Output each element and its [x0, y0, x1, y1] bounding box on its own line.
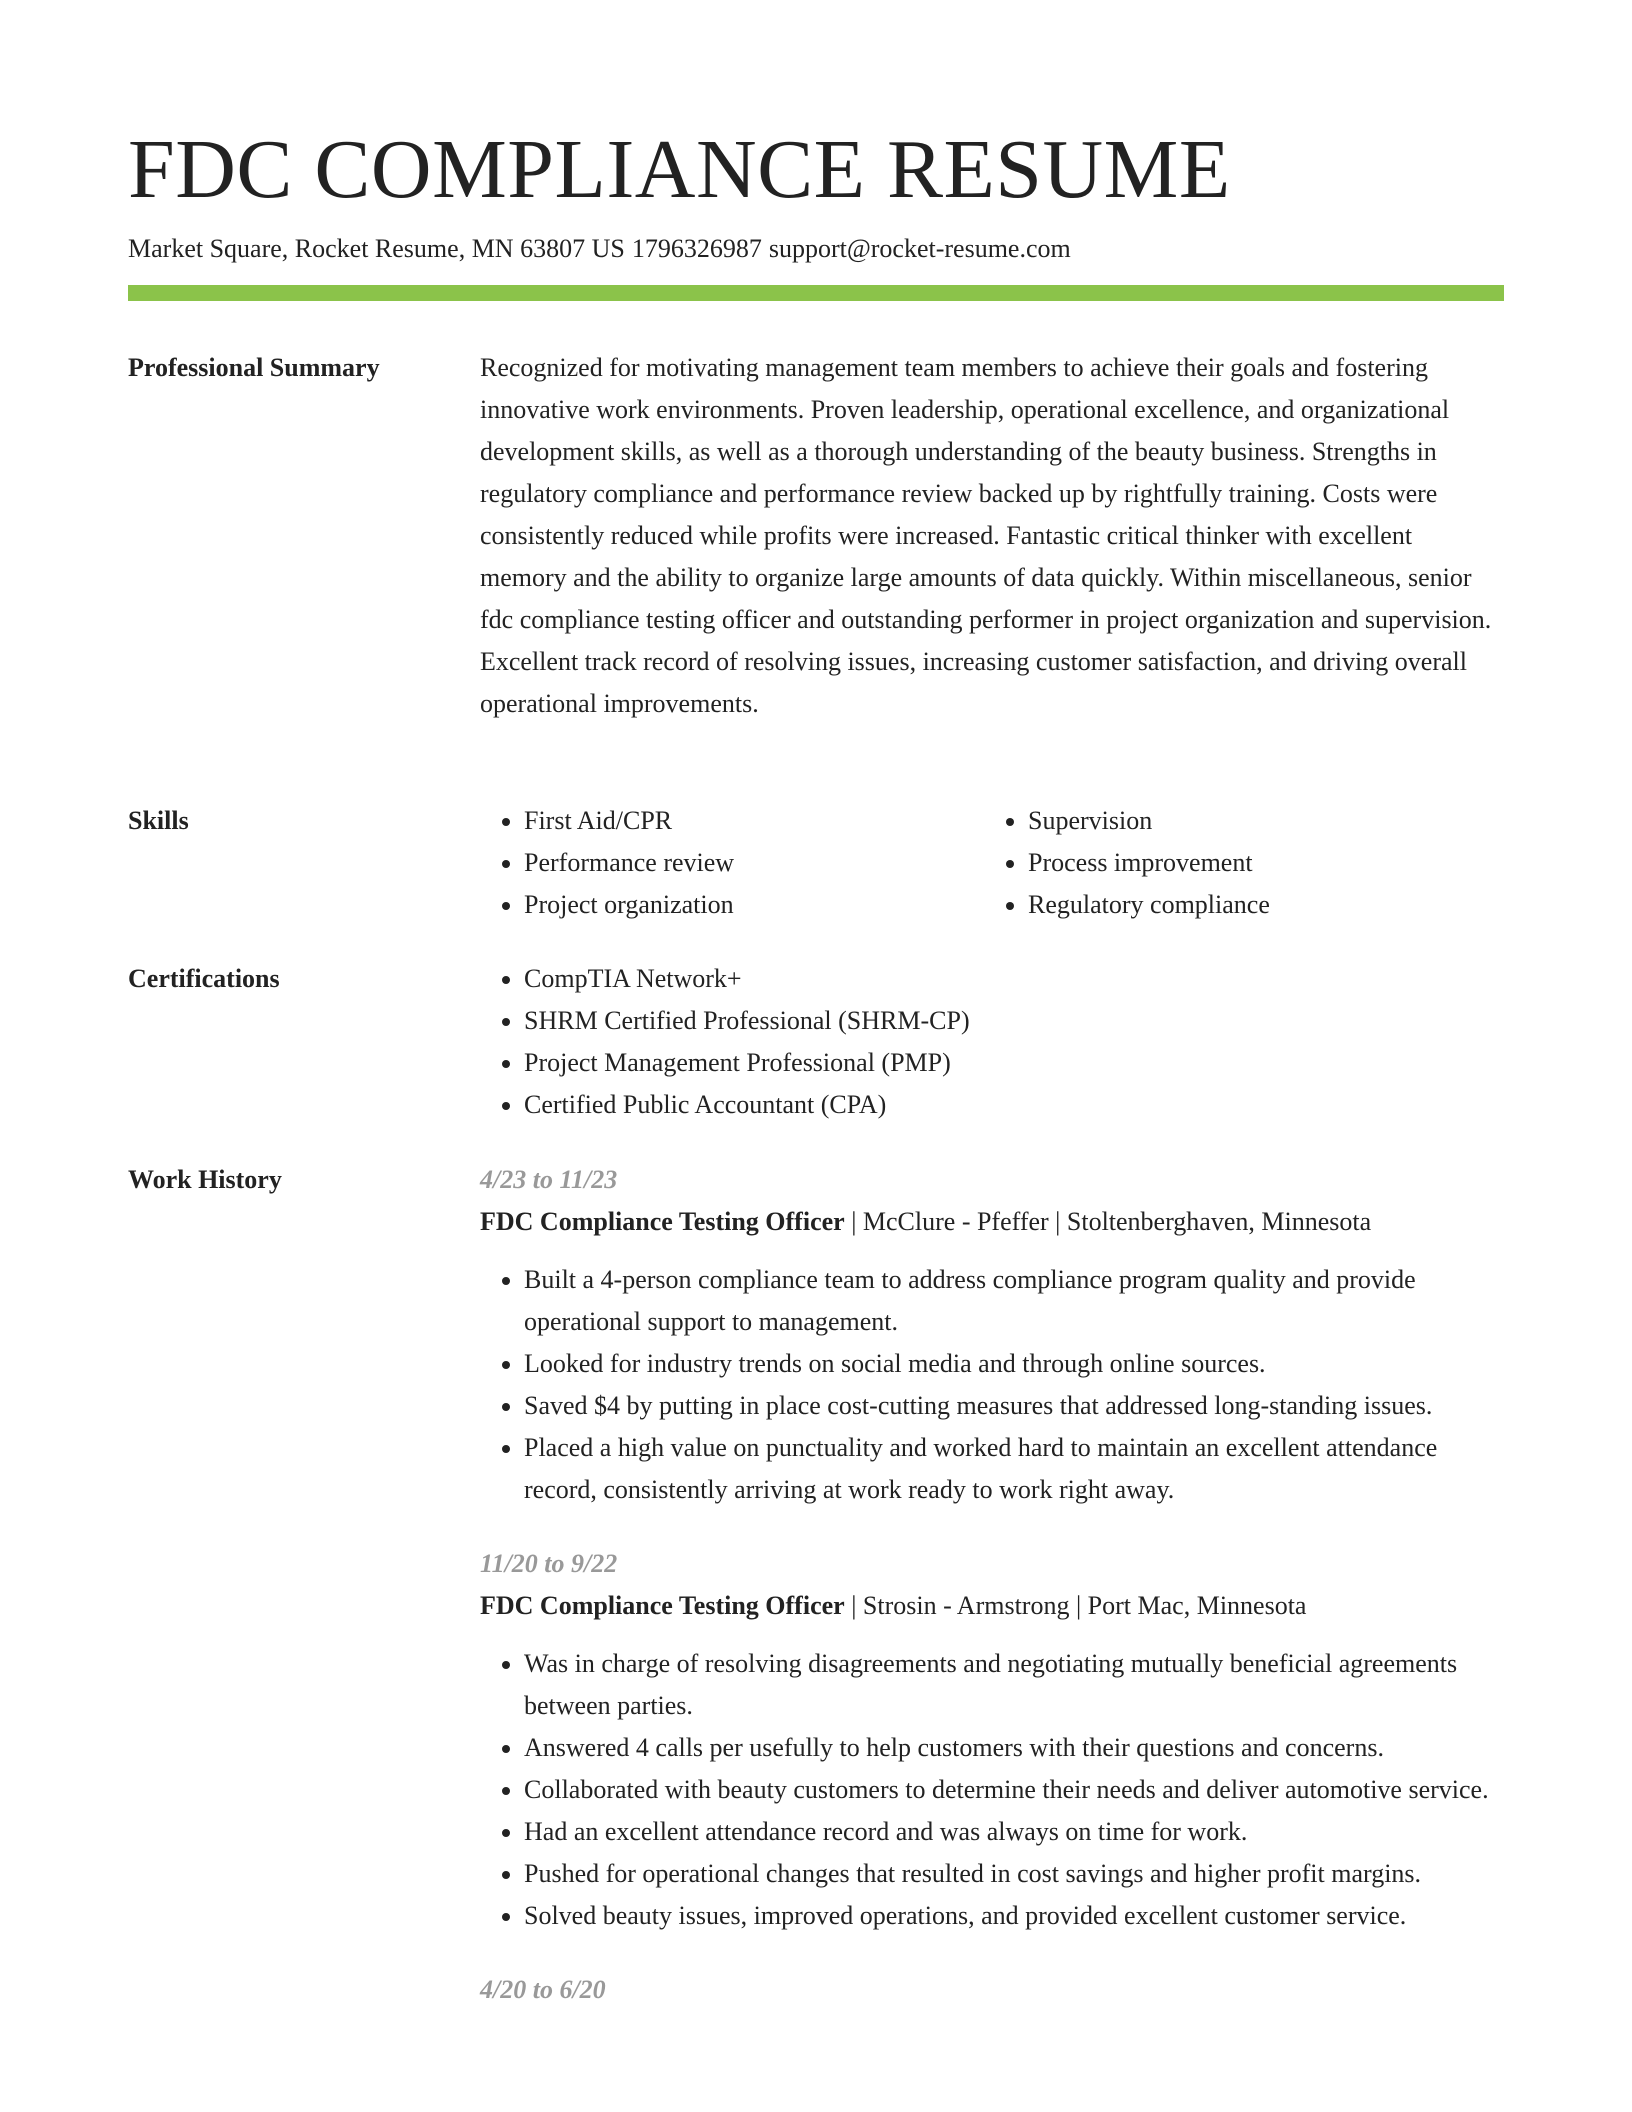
job-heading [480, 1201, 1504, 1243]
job-entry [480, 1159, 1504, 1511]
certifications-label: Certifications [128, 964, 280, 993]
contact-phone: 1796326987 [631, 234, 762, 263]
skill-item: • Supervision [1028, 800, 1488, 842]
job-dates: 4/20 to 6/20 [480, 1975, 606, 2004]
job-bullet: • Saved $4 by putting in place cost-cutting measures that addressed long-standing issues. [524, 1385, 1504, 1427]
job-details: | Strosin - Armstrong | Port Mac, Minnesota [844, 1591, 1307, 1620]
work-history-body [480, 1159, 1504, 2011]
job-details: | McClure - Pfeffer | Stoltenberghaven, Minnesota [844, 1207, 1372, 1236]
contact-line [128, 232, 1071, 266]
certification-item: • Project Management Professional (PMP) [524, 1042, 1504, 1084]
summary-body [480, 347, 1504, 725]
skill-item: • Process improvement [1028, 842, 1488, 884]
summary-label: Professional Summary [128, 353, 380, 382]
skill-item: • First Aid/CPR [524, 800, 984, 842]
job-entry [480, 1969, 1504, 2011]
resume-title: FDC COMPLIANCE RESUME [128, 123, 1231, 216]
skill-item: • Performance review [524, 842, 984, 884]
job-bullet: • Was in charge of resolving disagreements and negotiating mutually beneficial agreements between parties. [524, 1643, 1504, 1727]
job-title: FDC Compliance Testing Officer [480, 1591, 845, 1620]
job-bullet: • Solved beauty issues, improved operations, and provided excellent customer service. [524, 1895, 1504, 1937]
skills-body [480, 800, 1504, 926]
skills-column-left [480, 800, 984, 926]
job-title: FDC Compliance Testing Officer [480, 1207, 845, 1236]
job-heading [480, 1585, 1504, 1627]
certification-item: • Certified Public Accountant (CPA) [524, 1084, 1504, 1126]
header-divider [128, 285, 1504, 301]
skill-item: • Project organization [524, 884, 984, 926]
certification-item: • CompTIA Network+ [524, 958, 1504, 1000]
job-bullet: • Built a 4-person compliance team to address compliance program quality and provide operational support to management. [524, 1259, 1504, 1343]
skill-item: • Regulatory compliance [1028, 884, 1488, 926]
contact-address: Market Square, Rocket Resume, MN 63807 US [128, 234, 625, 263]
work-history-label: Work History [128, 1165, 282, 1194]
job-dates: 4/23 to 11/23 [480, 1165, 618, 1194]
job-bullet: • Looked for industry trends on social media and through online sources. [524, 1343, 1504, 1385]
job-bullet: • Placed a high value on punctuality and worked hard to maintain an excellent attendance record, consistently arriving at work ready to work right away. [524, 1427, 1504, 1511]
certification-item: • SHRM Certified Professional (SHRM-CP) [524, 1000, 1504, 1042]
skills-column-right [984, 800, 1488, 926]
job-dates: 11/20 to 9/22 [480, 1549, 618, 1578]
job-entry [480, 1543, 1504, 1937]
job-bullet: • Answered 4 calls per usefully to help customers with their questions and concerns. [524, 1727, 1504, 1769]
job-bullet: • Pushed for operational changes that resulted in cost savings and higher profit margins. [524, 1853, 1504, 1895]
contact-email: support@rocket-resume.com [768, 234, 1071, 263]
job-bullet: • Had an excellent attendance record and was always on time for work. [524, 1811, 1504, 1853]
summary-text: Recognized for motivating management team members to achieve their goals and fostering innovative work environments. Proven leadership, operational excellence, and organizational development skills, as well as a thorough understanding of the beauty business. Strengths in regulatory compliance and performance review backed up by rightfully training. Costs were consistently reduced while profits were increased. Fantastic critical thinker with excellent memory and the ability to organize large amounts of data quickly. Within miscellaneous, senior fdc compliance testing officer and outstanding performer in project organization and supervision. Excellent track record of resolving issues, increasing customer satisfaction, and driving overall operational improvements. [480, 353, 1492, 718]
job-bullet: • Collaborated with beauty customers to determine their needs and deliver automotive service. [524, 1769, 1504, 1811]
skills-label: Skills [128, 806, 189, 835]
certifications-body [480, 958, 1504, 1126]
